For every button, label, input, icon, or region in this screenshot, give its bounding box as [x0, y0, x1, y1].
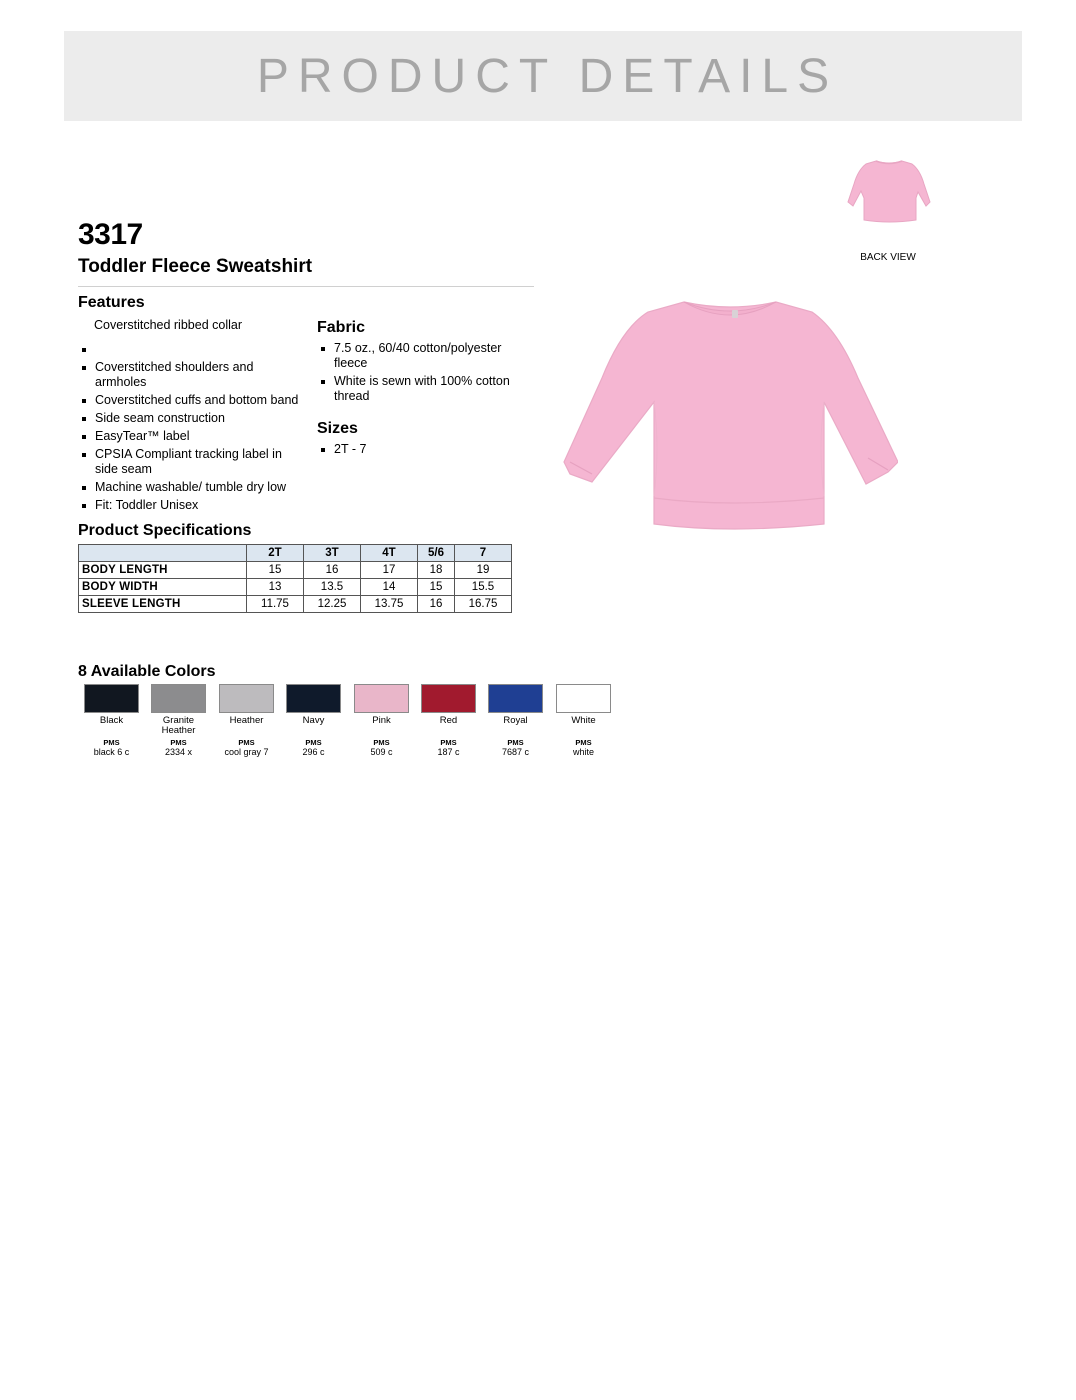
- spec-value: 12.25: [304, 596, 361, 613]
- color-chip: [286, 684, 341, 713]
- table-row: [79, 579, 512, 596]
- feature-item: EasyTear™ label: [78, 429, 303, 444]
- color-swatch[interactable]: [213, 684, 280, 757]
- size-column-header: 2T: [247, 545, 304, 562]
- specs-heading: Product Specifications: [78, 522, 252, 539]
- pms-value: 2334 x: [164, 747, 193, 757]
- page-title: PRODUCT DETAILS: [256, 49, 839, 103]
- fabric-heading: Fabric: [317, 319, 366, 336]
- color-name: Pink: [372, 715, 391, 726]
- color-chip: [151, 684, 206, 713]
- pms-value: 509 c: [370, 747, 393, 757]
- spec-label: BODY WIDTH: [79, 579, 247, 596]
- pms-value: white: [572, 747, 594, 757]
- back-view-image[interactable]: [846, 158, 932, 224]
- spec-value: 13: [247, 579, 304, 596]
- colors-heading: 8 Available Colors: [78, 663, 216, 680]
- spec-value: 15.5: [455, 579, 512, 596]
- pms-label: PMS: [575, 738, 592, 747]
- color-swatch[interactable]: [348, 684, 415, 757]
- size-column-header: 7: [455, 545, 512, 562]
- pms-label: PMS: [238, 738, 255, 747]
- specs-corner-cell: [79, 545, 247, 562]
- fabric-item: White is sewn with 100% cotton thread: [317, 374, 517, 404]
- spec-value: 13.5: [304, 579, 361, 596]
- size-column-header: 3T: [304, 545, 361, 562]
- specs-table: [78, 544, 512, 613]
- spec-value: 15: [247, 562, 304, 579]
- features-list: [78, 342, 303, 516]
- pms-value: 296 c: [302, 747, 325, 757]
- pms-label: PMS: [103, 738, 120, 747]
- feature-item: CPSIA Compliant tracking label in side seam: [78, 447, 303, 477]
- spec-label: BODY LENGTH: [79, 562, 247, 579]
- size-column-header: 5/6: [418, 545, 455, 562]
- feature-first-line: Coverstitched ribbed collar: [94, 318, 242, 332]
- spec-value: 15: [418, 579, 455, 596]
- feature-item: [78, 342, 303, 357]
- pms-label: PMS: [440, 738, 457, 747]
- color-swatch[interactable]: [482, 684, 549, 757]
- sizes-heading: Sizes: [317, 420, 358, 437]
- style-number: 3317: [78, 218, 143, 251]
- pms-label: PMS: [305, 738, 322, 747]
- fabric-list: [317, 341, 517, 407]
- spec-value: 16: [418, 596, 455, 613]
- pms-value: black 6 c: [93, 747, 130, 757]
- product-name: Toddler Fleece Sweatshirt: [78, 256, 313, 277]
- color-name: Navy: [302, 715, 325, 726]
- pms-value: 7687 c: [501, 747, 530, 757]
- header-banner: [64, 31, 1022, 121]
- pms-label: PMS: [373, 738, 390, 747]
- color-swatch[interactable]: [145, 684, 212, 757]
- specs-header-row: [79, 545, 512, 562]
- table-row: [79, 596, 512, 613]
- spec-value: 11.75: [247, 596, 304, 613]
- color-name: White: [571, 715, 596, 726]
- spec-value: 18: [418, 562, 455, 579]
- spec-value: 13.75: [361, 596, 418, 613]
- title-divider: [78, 286, 534, 287]
- back-view-label: BACK VIEW: [860, 252, 916, 263]
- color-name: Heather: [229, 715, 264, 726]
- fabric-item: 7.5 oz., 60/40 cotton/polyester fleece: [317, 341, 517, 371]
- color-name: Granite Heather: [161, 715, 196, 736]
- front-view-image[interactable]: [562, 298, 898, 534]
- feature-item: Side seam construction: [78, 411, 303, 426]
- color-swatch[interactable]: [78, 684, 145, 757]
- sizes-list: [317, 442, 517, 460]
- spec-value: 17: [361, 562, 418, 579]
- color-chip: [488, 684, 543, 713]
- color-chip: [84, 684, 139, 713]
- feature-item: Coverstitched shoulders and armholes: [78, 360, 303, 390]
- color-chip: [421, 684, 476, 713]
- pms-value: cool gray 7: [224, 747, 269, 757]
- color-swatch[interactable]: [415, 684, 482, 757]
- color-swatch[interactable]: [550, 684, 617, 757]
- color-chip: [556, 684, 611, 713]
- color-chip: [354, 684, 409, 713]
- color-swatch[interactable]: [280, 684, 347, 757]
- features-heading: Features: [78, 294, 145, 311]
- feature-item: Fit: Toddler Unisex: [78, 498, 303, 513]
- table-row: [79, 562, 512, 579]
- color-name: Red: [439, 715, 458, 726]
- spec-value: 14: [361, 579, 418, 596]
- pms-value: 187 c: [437, 747, 460, 757]
- color-name: Royal: [503, 715, 528, 726]
- feature-item: Machine washable/ tumble dry low: [78, 480, 303, 495]
- pms-label: PMS: [507, 738, 524, 747]
- spec-value: 19: [455, 562, 512, 579]
- color-name: Black: [99, 715, 124, 726]
- spec-value: 16.75: [455, 596, 512, 613]
- spec-label: SLEEVE LENGTH: [79, 596, 247, 613]
- spec-value: 16: [304, 562, 361, 579]
- size-item: 2T - 7: [317, 442, 517, 457]
- pms-label: PMS: [170, 738, 187, 747]
- feature-item: Coverstitched cuffs and bottom band: [78, 393, 303, 408]
- size-column-header: 4T: [361, 545, 418, 562]
- color-chip: [219, 684, 274, 713]
